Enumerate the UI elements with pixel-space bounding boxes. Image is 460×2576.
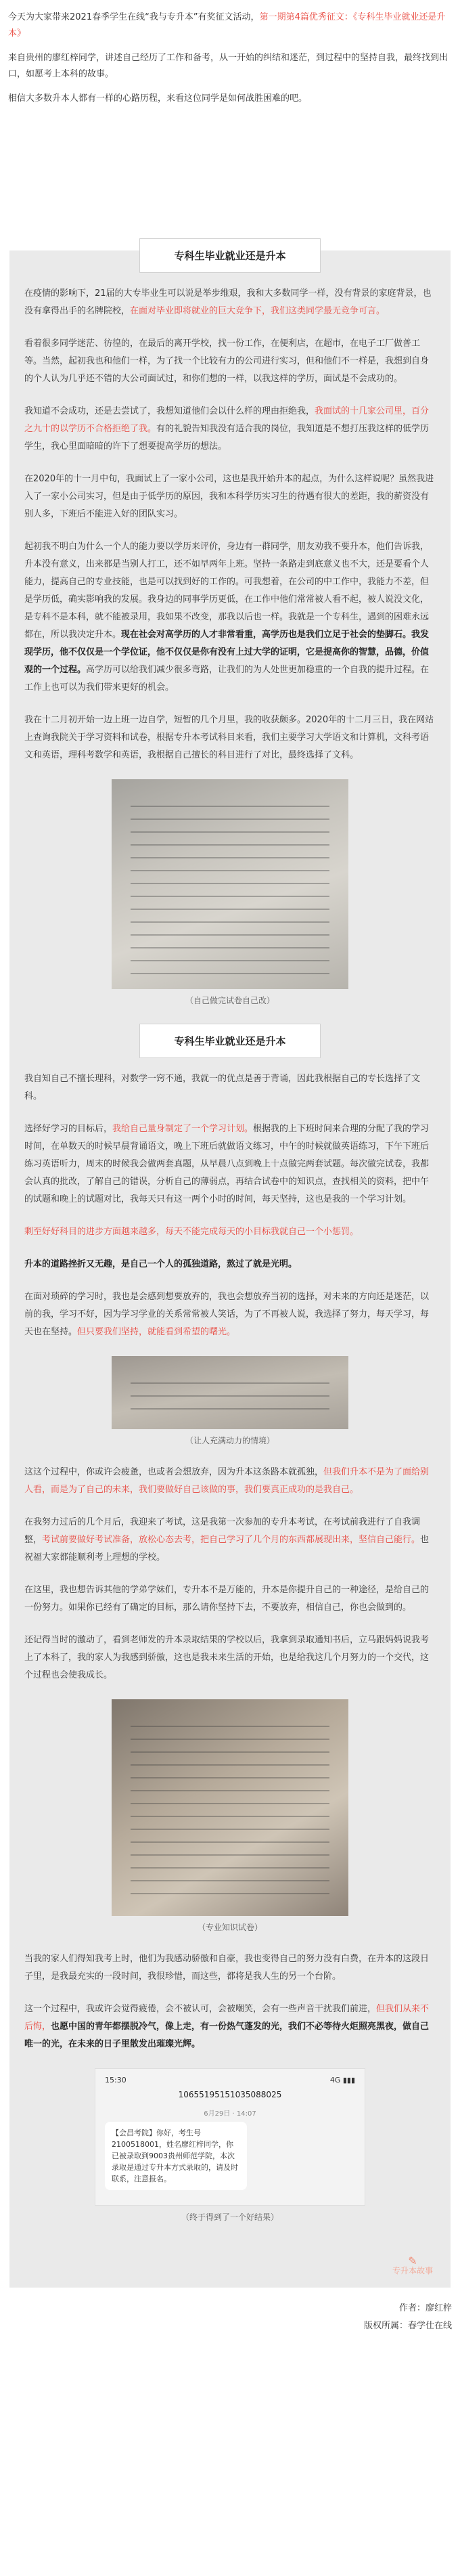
article-card: [9, 250, 451, 2288]
section-heading-bar: [24, 1024, 436, 1058]
paragraph: 我自知自己不擅长理科，对数学一窍不通，我就一的优点是善于背诵，因此我根据自己的专长选择了文科。: [24, 1074, 421, 1101]
paragraph: 选择好学习的目标后，我给自己量身制定了一个学习计划。根据我的上下班时间来合理的分配了我的学习时间，在单数天的时候早晨背诵语文，晚上下班后就做语文练习，中午的时候就做英语练习，下午下班后练习英语听力，周末的时候我会做两套真题，从早晨八点到晚上十点做完两套试题。每次做完试卷，我都会认真的批改，了解自己的错误，分析自己的薄弱点，再结合试卷中的知识点，查找相关的资料，把中午的试题和晚上的试题对比，我每天只有这一两个小时的时间，每天坚持，这也是我的一个学习计划。: [24, 1124, 430, 1204]
photo-caption: （自己做完试卷自己改）: [185, 996, 275, 1005]
watermark-icon: ✎: [408, 2254, 417, 2267]
paragraph: 我知道不会成功，还是去尝试了，我想知道他们会以什么样的理由拒绝我，我面试的十几家公司里，百分之九十的以学历不合格拒绝了我。有的礼貌告知我没有适合我的岗位，我知道是不想打压我这样的低学历学生，我心里面暗暗的许下了想要提高学历的想法。: [24, 406, 430, 452]
exam-paper-photo: [112, 779, 348, 989]
paragraph: 当我的家人们得知我考上时，他们为我感动骄傲和自豪，我也变得自己的努力没有白费，在升本的这段日子里，是我最充实的一段时间，我很珍惜，而这些，都将是我人生的另一个台阶。: [24, 1954, 430, 1982]
paragraph: 这这个过程中，你或许会疲惫，也或者会想放弃，因为升本这条路本就孤独，但我们升本不是为了面给别人看，而是为了自己的未来，我们要做好自己该做的事，我们要真正成功的是我自己。: [24, 1467, 430, 1495]
sms-timestamp: 6月29日 · 14:07: [204, 2110, 256, 2118]
notes-photo: [112, 1356, 348, 1429]
photo-caption: （专业知识试卷）: [197, 1923, 262, 1932]
copyright-line: 版权所属：春学仕在线: [363, 2321, 452, 2331]
essay-link[interactable]: 第一期第4篇优秀征文：《专科生毕业就业还是升本》: [8, 12, 446, 39]
paragraph: 看着很多同学迷茫、彷徨的，在最后的离开学校，找一份工作，在便利店，在超市，在电子工厂做普工等。当然，起初我也和他们一样，为了找一个比较有力的公司进行实习，但和他们不一样是，我想到自身的个人认为几乎还不错的大公司面试过，和你们想的一样，以我这样的学历，面试是不会成功的。: [24, 339, 430, 384]
section-heading: 专科生毕业就业还是升本: [139, 1024, 320, 1058]
photo-caption: （让人充满动力的情境）: [185, 1436, 275, 1445]
books-photo: [112, 1699, 348, 1916]
status-time: 15:30: [105, 2076, 127, 2084]
article-title: 专科生毕业就业还是升本: [139, 238, 320, 273]
paragraph: 还记得当时的激动了，看到老师发的升本录取结果的学校以后，我拿到录取通知书后，立马跟妈妈说我考上了本科了，我的家人为我感到骄傲，这也是我未来生活的开始，也是给我这几个月努力的一个交代，这个过程也会使我成长。: [24, 1635, 430, 1680]
intro-paragraph-2: 来自贵州的廖红梓同学，讲述自己经历了工作和备考，从一开始的纠结和迷茫，到过程中的坚持自我，最终找到出口，如愿考上本科的故事。: [8, 53, 448, 79]
paragraph: 起初我不明白为什么一个人的能力要以学历来评价，身边有一群同学，朋友劝我不要升本，他们告诉我，升本没有意义，出来都是当别人打工，还不如早两年上班。坚持一条路走到底意义也不大，还是要看个人能力，提高自己的专业技能，也是可以找到好的工作的。可我想着，在公司的中工作中，我能力不差，但是学历低，确实影响我的发展。我身边的同事学历更低，在工作中他们常常被人看不起，被人说没文化，是专科不是本科，就不能被录用，我如果不改变，那我以后也一样。我就是一个专科生，遇到的困难永远都在，所以我决定升本。现在社会对高学历的人才非常看重，高学历也是我们立足于社会的垫脚石。我发现学历，他不仅仅是一个学位证，他不仅仅是你有没有上过大学的证明，它是提高你的智慧，品德，价值观的一个过程。高学历可以给我们减少很多弯路，让我们的为人处世更加稳重的一个自我的提升过程。在工作上也可以为我们带来更好的机会。: [24, 542, 430, 693]
signal-icon: 4G ▮▮▮: [329, 2076, 355, 2084]
sms-sender-number: 10655195151035088025: [178, 2090, 282, 2099]
sms-screenshot: [95, 2068, 365, 2206]
intro-paragraph-1: [8, 9, 452, 42]
intro-section: [0, 0, 460, 107]
title-bar: [24, 250, 436, 285]
paragraph: 我在十二月初开始一边上班一边自学，短暂的几个月里，我的收获颇多。2020年的十二月三日，我在网站上查询我院关于学习资料和试卷，根据专升本考试科目来看，我们主要学习大学语文和计算机，文科考语文和英语，理科考数学和英语，我根据自己擅长的科目进行了对比，最终选择了文科。: [24, 715, 434, 760]
paragraph: 在我努力过后的几个月后，我迎来了考试，这是我第一次参加的专升本考试，在考试前我进行了自我调整，考试前要做好考试准备，放松心态去考，把自己学习了几个月的东西都展现出来，坚信自己能行。也祝福大家都能顺利考上理想的学校。: [24, 1517, 430, 1563]
phone-status-bar: [105, 2076, 355, 2084]
paragraph: 这一个过程中，我或许会觉得疲倦，会不被认可，会被嘲笑，会有一些声音干扰我们前进，但我们从来不后悔，也愿中国的青年都摆脱冷气，像上走，有一份热气蓬发的光，我们不必等待火炬照亮黑夜，做自己唯一的光，在未来的日子里散发出璀璨光辉。: [24, 2004, 430, 2049]
intro-text: 今天为大家带来2021春季学生在线“我与专升本”有奖征文活动，: [8, 12, 260, 22]
sms-message-bubble: 【会昌考院】你好，考生号2100518001，姓名廖红梓同学，你已被录取到9003贵州师范学院，本次录取是通过专升本方式录取的，请及时联系，注意报名。: [105, 2122, 247, 2190]
paragraph: 升本的道路挫折又无趣，是自己一个人的孤独道路，熬过了就是光明。: [24, 1259, 298, 1269]
intro-paragraph-3: 相信大多数升本人都有一样的心路历程，来看这位同学是如何战胜困难的吧。: [8, 93, 308, 104]
paragraph: 在2020年的十一月中旬，我面试上了一家小公司，这也是我开始升本的起点，为什么这样说呢？虽然我进入了一家小公司实习，但是由于低学历的原因，我和本科学历实习生的待遇有很大的差距，我的薪资没有别人多，下班后不能进入好的团队实习。: [24, 474, 434, 519]
author-line: 作者：廖红梓: [398, 2303, 452, 2313]
photo-caption: （终于得到了一个好结果）: [181, 2212, 279, 2222]
paragraph: 在这里，我也想告诉其他的学弟学妹们，专升本不是万能的，升本是你提升自己的一种途径，是给自己的一份努力。如果你已经有了确定的目标，那么请你坚持下去，不要放弃，相信自己，你也会做到的。: [24, 1585, 430, 1613]
paragraph: 剩至好好科目的进步方面越来越多，每天不能完成每天的小目标我就自己一个小惩罚。: [24, 1227, 359, 1237]
paragraph: 在面对琐碎的学习时，我也是会感到想要放弃的，我也会想放弃当初的选择，对未来的方向还是迷茫，以前的我，学习不好，因为学习学业的关系常常被人笑话，为了不再被人说，我选择了努力，每天学习，每天也在坚持。但只要我们坚持，就能看到希望的曙光。: [24, 1292, 430, 1337]
watermark-logo: ✎ 专升本故事: [392, 2254, 433, 2275]
article-footer: [0, 2288, 460, 2335]
paragraph: 在疫情的影响下，21届的大专毕业生可以说是举步维艰，我和大多数同学一样，没有背景的家庭背景，也没有拿得出手的名牌院校，在面对毕业即将就业的巨大竞争下，我们这类同学最无竞争可言。: [24, 288, 432, 316]
